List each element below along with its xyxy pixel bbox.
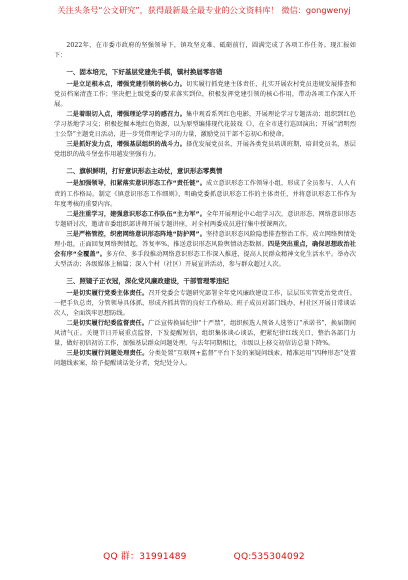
paragraph-lead: 三是切实履行问题处理责任。 [66, 350, 149, 358]
paragraph-text: 集中观看系列红色电影，开展理论学习专题活动；组织到红色学习基地学习交；积极挖掘本地红色资源，以为原型编排现代花鼓戏《》，在全市进行巡回演出；开展“清明烈士公祭”主题党日活动，进一步凭借理论学习的力量，激励党员干部不忘初心和使命。 [54, 111, 356, 139]
section-heading-3: 三、照镜子正衣冠，深化党风廉政建设，干部管理零违纪 [66, 276, 229, 285]
paragraph-text: 择优发展党员名，开展各类党员培训班期，培训党员名，基层党组织的战斗堡垒作用越发坚强有力。 [54, 141, 356, 159]
paragraph [54, 319, 356, 349]
paragraph-text: 全年开展理论中心组学习次，意识形态、网络意识形态专题研讨次，邀请市委组织部讲师开展专题讲座，对全村两委成员进行集中授课两次。 [54, 210, 356, 228]
intro-paragraph: 2022年，在市委市政府的坚强领导下，镇攻坚克难、砥砺前行，圆满完成了各项工作任务。现汇报如下： [54, 42, 356, 60]
qq-group-text: QQ 群：31991489 [103, 552, 187, 562]
paragraph [54, 80, 356, 110]
paragraph-lead: 三是抓好发力点，增强基层组织的战斗力。 [66, 141, 187, 149]
paragraph [54, 210, 356, 230]
paragraph [54, 349, 356, 369]
paragraph [54, 140, 356, 160]
top-banner-text: 关注头条号“公文研究”，获得最新最全最专业的公文资料库！ 微信：gongwenyj [57, 5, 351, 15]
paragraph [54, 289, 356, 319]
paragraph-text: 多方位、多手段推动网络意识形态工作深入推进，提高人民群众精神文化生活水平。举办次大型活动；各级媒体上稿篇；深入个村（社区）开展宣讲活动，参与群众超过人次。 [54, 250, 356, 268]
document-page [54, 36, 356, 548]
section-heading-1: 一、固本培元，下好基层党建先手棋，镇村换届零容错 [66, 68, 223, 77]
paragraph [54, 230, 356, 270]
paragraph-text: 切实履行抓党建主体责任，扎实开展农村党员违规发展排查和党员档案清查工作；坚决把上级党委的要求落实到位，积极发挥党建引领的核心作用，带动各项工作深入开展。 [54, 81, 356, 109]
paragraph-lead: 一是加强领导，扣紧落实意识形态工作“责任链”。 [66, 180, 206, 188]
paragraph-text: 分类处置“互联网+监督”平台下发的案疑问线索，精准运用“四种形态”处置问题线索案，给予提醒谈话处分者，党纪处分人。 [54, 350, 356, 368]
paragraph-text: 召开党委会专题研究部署全年党风廉政建设工作，层层压实管党治党责任。一把手负总责，分管领导具体抓，形成齐抓共管的良好工作格局。班子成员对部门线办，村社区开展日常谈话次人，全面筑牢思想防线。 [54, 289, 356, 317]
paragraph-text: 坚持意识形态风险隐患排查整治工作，成立网络舆情处理小组，正面回复网络舆情起，答复率%，推送意识形态风险舆情动态数据。 [54, 230, 356, 248]
paragraph-lead: 二是注重学习，建强意识形态工作队伍“主力军”。 [66, 210, 206, 218]
paragraph-lead: 一是切实履行党委主体责任。 [66, 289, 149, 297]
paragraph [54, 110, 356, 140]
paragraph-lead: 三是严格管控，织密网络意识形态阵地“防护网”。 [66, 230, 206, 238]
top-banner [0, 4, 408, 32]
bottom-banner [0, 549, 408, 562]
paragraph-lead: 一是立足根本点，增强党建引领的核心力。 [66, 81, 187, 89]
paragraph-lead: 二是着眼切入点，增强理论学习的感召力。 [66, 111, 187, 119]
paragraph-lead: 二是切实履行纪委监督责任。 [66, 320, 149, 328]
section-heading-2: 二、旗帜鲜明，打好意识形态主动仗，意识形态零舆情 [66, 167, 223, 176]
paragraph-lead: 四是突出重点，确保思想政治社会有序“全覆盖”。 [54, 240, 356, 258]
paragraph [54, 179, 356, 209]
qq-number-text: QQ:535304092 [233, 552, 305, 562]
paragraph-text: 成立意识形态工作领导小组，形成了全员参与、人人有责的工作格局。制定《镇意识形态工作细则》，明确党委抓意识形态工作的主体责任，并将意识形态工作作为年度考核的重要内容。 [54, 180, 356, 208]
paragraph-text: 广泛宣传换届纪律“十严禁”，组织候选人预备人选签订“承诺书”，换届期间风清气正。关键节日开展重点监督，下发提醒短信，组织集体谈心谈话，把紧纪律红线关口，整治各部门力量，做好初信初访工作，加强基层群众问题处理，与去年同期相比，市级以上移交初信访总量下降%。 [54, 320, 356, 348]
